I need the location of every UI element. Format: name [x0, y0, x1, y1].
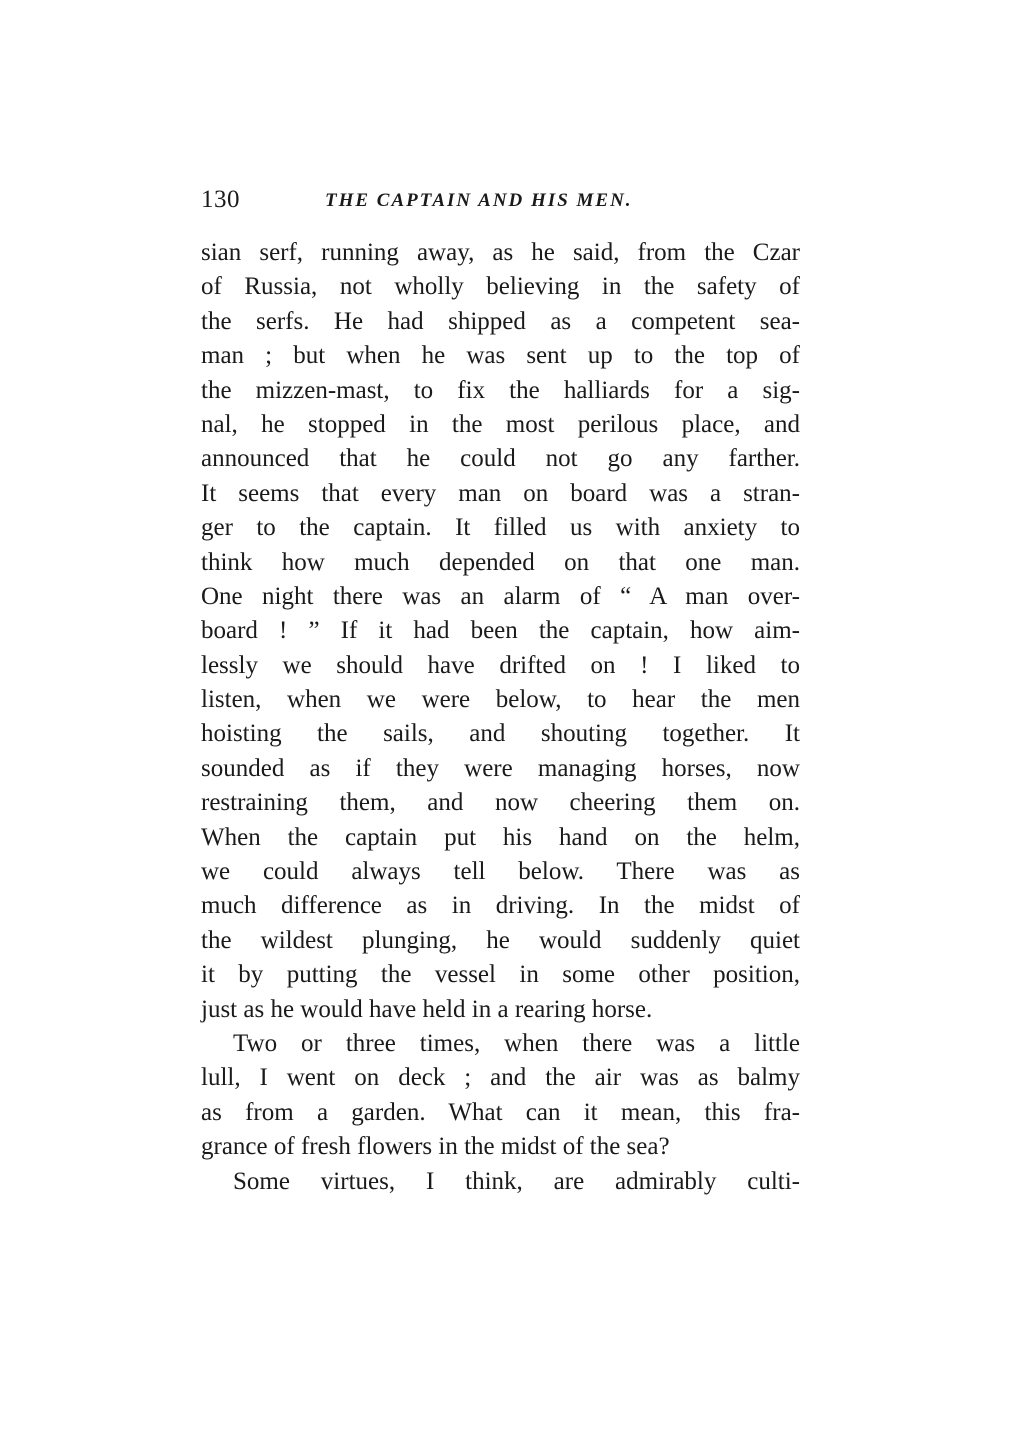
text-line: restraining them, and now cheering them on.	[201, 789, 800, 817]
text-line: sian serf, running away, as he said, from the Czar	[201, 239, 800, 266]
text-line: lessly we should have drifted on ! I liked to	[201, 651, 800, 679]
running-header	[201, 183, 801, 217]
text-line: it by putting the vessel in some other position,	[201, 961, 800, 989]
text-line: It seems that every man on board was a stran-	[201, 479, 800, 507]
text-line: grance of fresh flowers in the midst of the sea?	[201, 1133, 670, 1161]
text-line: lull, I went on deck ; and the air was as balmy	[201, 1064, 800, 1092]
text-line: much difference as in driving. In the midst of	[201, 892, 800, 920]
text-line: the wildest plunging, he would suddenly quiet	[201, 926, 800, 954]
text-line: board ! ” If it had been the captain, how aim-	[201, 617, 800, 645]
text-line: ger to the captain. It filled us with anxiety to	[201, 514, 800, 542]
text-line: of Russia, not wholly believing in the safety of	[201, 273, 800, 301]
text-line: we could always tell below. There was as	[201, 858, 800, 886]
text-line: listen, when we were below, to hear the men	[201, 686, 800, 714]
text-line: hoisting the sails, and shouting together. It	[201, 720, 800, 748]
text-line: the mizzen-mast, to fix the halliards for a sig-	[201, 376, 800, 404]
text-line: just as he would have held in a rearing horse.	[201, 995, 653, 1023]
text-line: One night there was an alarm of “ A man over-	[201, 582, 800, 610]
text-line: think how much depended on that one man.	[201, 548, 800, 576]
text-line: sounded as if they were managing horses, now	[201, 754, 800, 782]
body-text	[201, 236, 800, 1199]
text-line: Two or three times, when there was a little	[233, 1029, 800, 1057]
text-line: as from a garden. What can it mean, this fra-	[201, 1098, 800, 1126]
text-line: Some virtues, I think, are admirably culti-	[233, 1167, 800, 1195]
text-line: nal, he stopped in the most perilous place, and	[201, 410, 800, 438]
text-line: announced that he could not go any farther.	[201, 445, 800, 473]
page-number: 130	[201, 186, 240, 213]
text-line: the serfs. He had shipped as a competent sea-	[201, 307, 800, 335]
running-title: THE CAPTAIN AND HIS MEN.	[325, 190, 633, 211]
text-line: When the captain put his hand on the helm,	[201, 823, 800, 851]
text-line: man ; but when he was sent up to the top of	[201, 342, 800, 370]
